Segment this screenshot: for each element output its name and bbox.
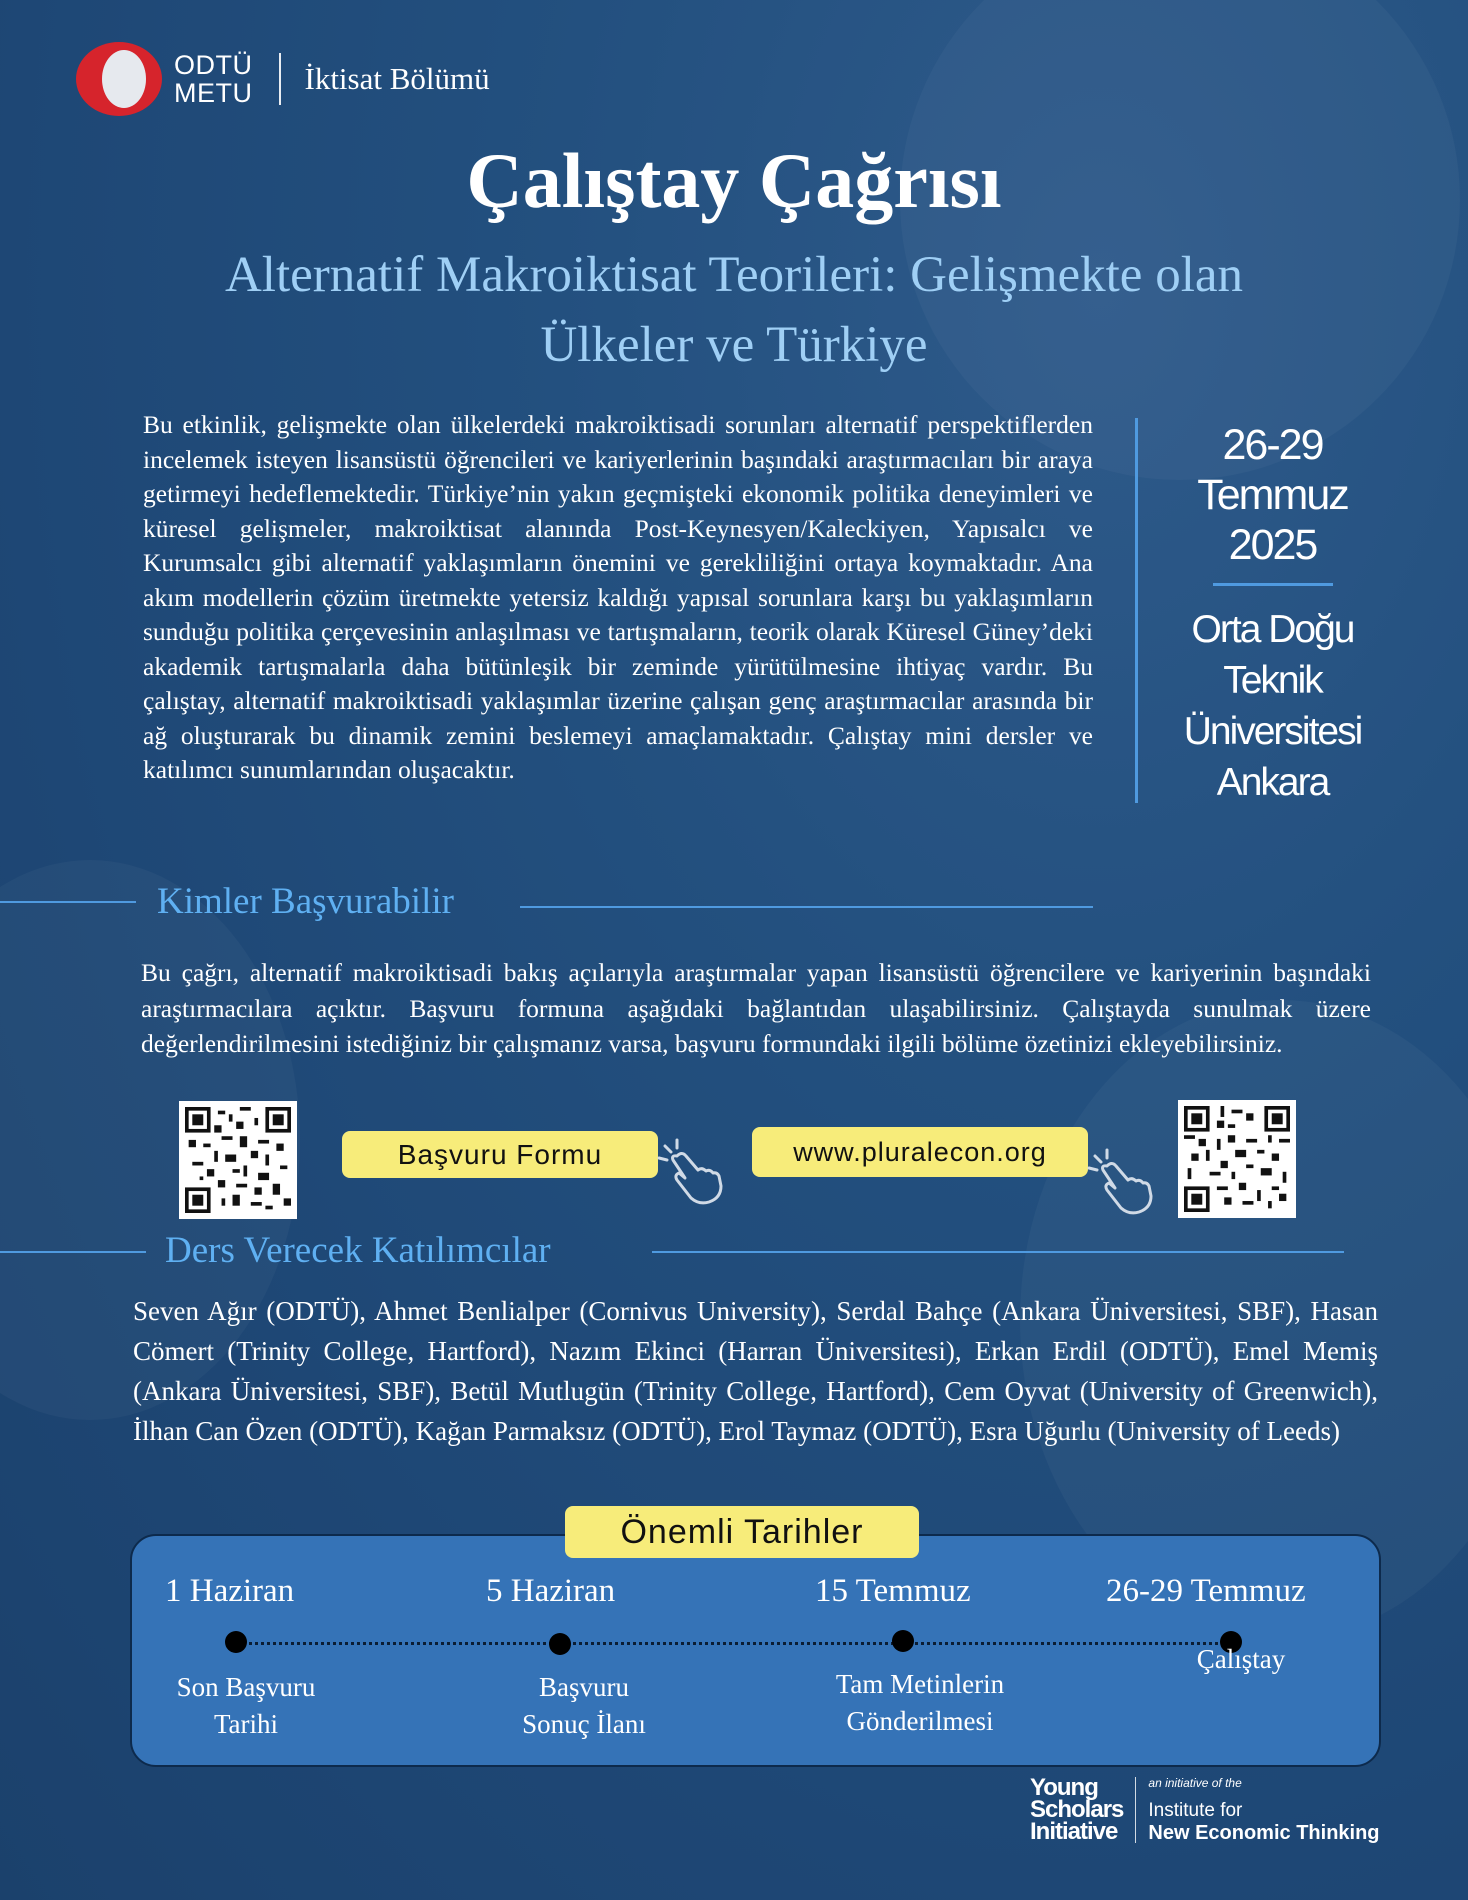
timeline-label-line: Tam Metinlerin xyxy=(835,1669,1005,1699)
timeline-label xyxy=(146,1669,346,1743)
section-rule-right xyxy=(520,906,1093,908)
timeline-date: 26-29 Temmuz xyxy=(1106,1573,1306,1609)
important-dates-heading: Önemli Tarihler xyxy=(565,1506,919,1558)
speakers-heading: Ders Verecek Katılımcılar xyxy=(165,1230,551,1271)
section-rule-right xyxy=(652,1251,1344,1253)
section-rule-left xyxy=(0,901,136,903)
logo-line-metu: METU xyxy=(174,78,253,108)
speakers-list: Seven Ağır (ODTÜ), Ahmet Benlialper (Cornivus University), Serdal Bahçe (Ankara Üniversitesi, SBF), Hasan Cömert (Trinity College, Hartford), Nazım Ekinci (Harran Üniversitesi), Erkan Erdil (ODTÜ), Emel Memiş (Ankara Üniversitesi, SBF), Betül Mutlugün (Trinity College, Hartford), Cem Oyvat (University of Greenwich), İlhan Can Özen (ODTÜ), Kağan Parmaksız (ODTÜ), Erol Taymaz (ODTÜ), Esra Uğurlu (University of Leeds) xyxy=(133,1296,1378,1446)
application-form-link[interactable]: Başvuru Formu xyxy=(342,1131,658,1178)
page-title: Çalıştay Çağrısı xyxy=(466,137,1002,224)
event-venue xyxy=(1145,604,1400,808)
ysi-logo xyxy=(1030,1774,1124,1845)
inet-line-2: New Economic Thinking xyxy=(1148,1821,1380,1844)
website-link[interactable]: www.pluralecon.org xyxy=(752,1127,1088,1177)
timeline-date: 15 Temmuz xyxy=(815,1573,971,1609)
timeline-line xyxy=(236,1642,1236,1645)
section-rule-left xyxy=(0,1251,146,1253)
event-venue-line-4: Ankara xyxy=(1216,761,1329,804)
qr-code-application-form[interactable] xyxy=(179,1101,297,1219)
inet-line-1: Institute for xyxy=(1148,1799,1243,1821)
event-date-line-3: 2025 xyxy=(1228,521,1317,569)
footer-logos xyxy=(1030,1775,1380,1845)
initiative-of-text: an initiative of the xyxy=(1148,1775,1242,1790)
event-date-line-2: Temmuz xyxy=(1197,471,1348,519)
qr-code-icon xyxy=(185,1107,291,1213)
logo-wordmark xyxy=(174,51,253,107)
timeline-dot xyxy=(549,1633,571,1655)
timeline-label xyxy=(484,1669,684,1743)
timeline-dot xyxy=(892,1630,914,1652)
side-divider xyxy=(1135,418,1138,803)
timeline-date: 1 Haziran xyxy=(165,1573,295,1609)
who-can-apply-heading: Kimler Başvurabilir xyxy=(157,881,454,922)
qr-code-icon xyxy=(1184,1106,1290,1212)
ysi-line-3: Initiative xyxy=(1030,1818,1118,1845)
timeline-label-line: Çalıştay xyxy=(1196,1644,1286,1674)
event-date-line-1: 26-29 xyxy=(1222,421,1323,469)
department-name: İktisat Bölümü xyxy=(304,61,490,96)
page-subtitle xyxy=(120,240,1348,380)
event-venue-line-2: Teknik xyxy=(1223,659,1322,702)
timeline-date: 5 Haziran xyxy=(486,1573,616,1609)
logo-divider xyxy=(279,53,281,105)
inet-logo xyxy=(1148,1776,1379,1845)
qr-code-website[interactable] xyxy=(1178,1100,1296,1218)
subtitle-line-1: Alternatif Makroiktisat Teorileri: Gelişmekte olan xyxy=(224,247,1244,303)
subtitle-line-2: Ülkeler ve Türkiye xyxy=(540,317,928,373)
timeline-label xyxy=(800,1666,1040,1740)
timeline-label-line: Sonuç İlanı xyxy=(522,1709,646,1739)
event-venue-line-3: Üniversitesi xyxy=(1183,710,1362,753)
timeline-label xyxy=(1141,1641,1341,1678)
pointing-hand-icon xyxy=(1085,1148,1155,1218)
event-venue-line-1: Orta Doğu xyxy=(1191,608,1354,651)
metu-logo xyxy=(76,42,490,116)
who-can-apply-text: Bu çağrı, alternatif makroiktisadi bakış açılarıyla araştırmalar yapan lisansüstü öğrencilere ve kariyerinin başındaki araştırmacılara açıktır. Başvuru formuna aşağıdaki bağlantıdan ulaşabilirsiniz. Çalıştayda sunulmak üzere değerlendirilmesini istediğiniz bir çalışmanız varsa, başvuru formundaki ilgili bölüme özetinizi ekleyebilirsiniz. xyxy=(141,958,1371,1058)
intro-paragraph: Bu etkinlik, gelişmekte olan ülkelerdeki makroiktisadi sorunları alternatif perspektiflerden incelemek isteyen lisansüstü öğrencileri ve kariyerlerinin başındaki araştırmacıları bir araya getirmeyi hedeflemektedir. Türkiye’nin yakın geçmişteki ekonomik politika deneyimleri ve küresel gelişmeler, makroiktisat alanında Post-Keynesyen/Kaleckiyen, Yapısalcı ve Kurumsalcı gibi alternatif yaklaşımların önemini ve gerekliliğini ortaya koymaktadır. Ana akım modellerin çözüm üretmekte yetersiz kaldığı yapısal sorunlara karşı bu yaklaşımların sunduğu politika çerçevesinin anlaşılması ve tartışmaların, teorik olarak Küresel Güney’deki akademik tartışmalarla daha bütünleşik bir zeminde yürütülmesine ihtiyaç vardır. Bu çalıştay, alternatif makroiktisadi yaklaşımlar üzerine çalışan genç araştırmacılar arasında bir ağ oluşturarak bu dinamik zemini beslemeyi amaçlamaktadır. Çalıştay mini dersler ve katılımcı sunumlarından oluşacaktır. xyxy=(143,410,1093,784)
footer-divider xyxy=(1135,1777,1136,1843)
timeline-label-line: Tarihi xyxy=(213,1709,279,1739)
event-date xyxy=(1145,420,1400,570)
timeline-label-line: Gönderilmesi xyxy=(846,1706,994,1736)
ysi-line-1: Young xyxy=(1030,1774,1098,1801)
side-rule xyxy=(1213,583,1333,586)
ysi-line-2: Scholars xyxy=(1030,1796,1124,1823)
logo-line-odtu: ODTÜ xyxy=(174,50,253,80)
timeline-label-line: Son Başvuru xyxy=(176,1672,316,1702)
timeline-dot xyxy=(225,1631,247,1653)
timeline-label-line: Başvuru xyxy=(539,1672,629,1702)
metu-emblem-icon xyxy=(76,42,162,116)
pointing-hand-icon xyxy=(655,1138,725,1208)
